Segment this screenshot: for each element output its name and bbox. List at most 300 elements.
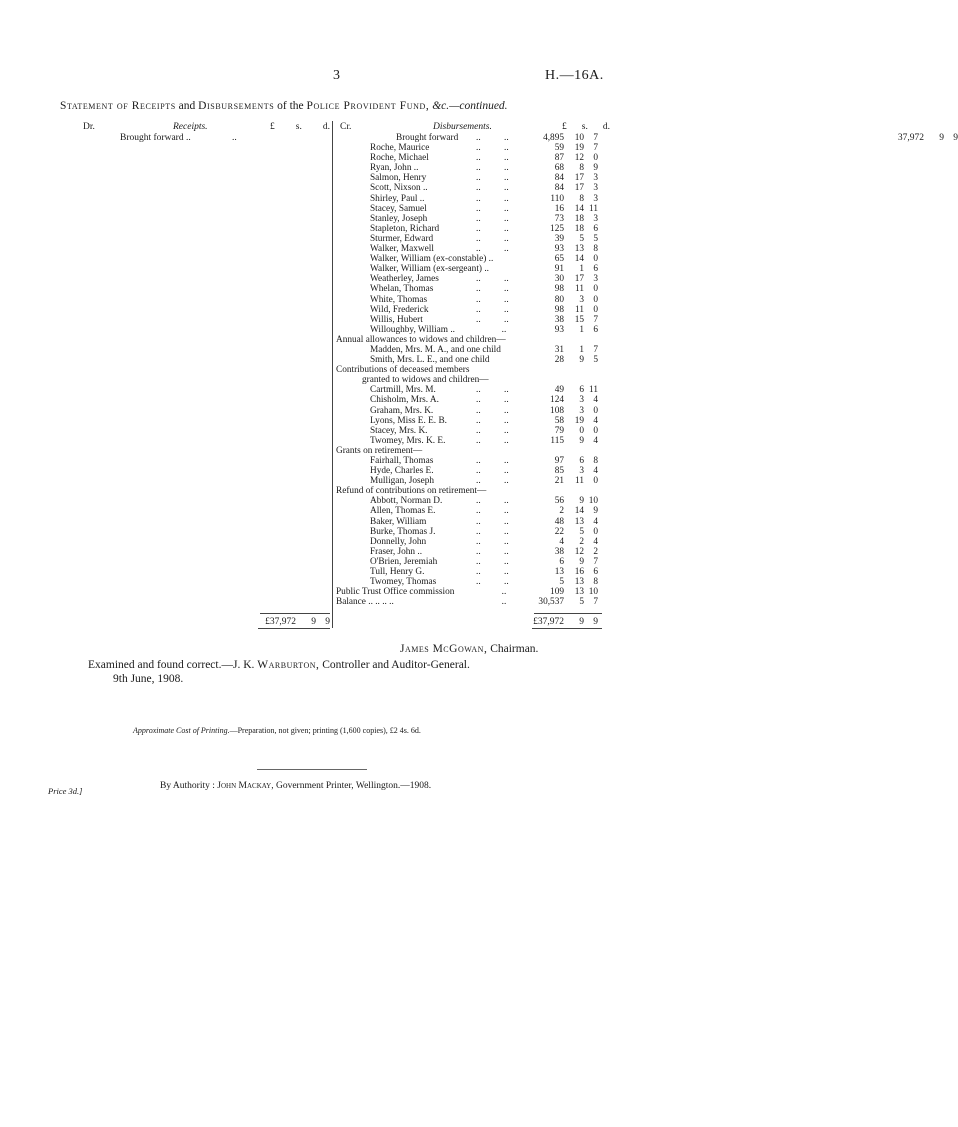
table-row [336,385,616,395]
row-amount [522,153,598,163]
table-row [336,527,616,537]
amount-shillings: 11 [575,284,584,295]
amount-shillings: 14 [574,506,584,517]
row-amount [522,436,598,446]
row-label: White, Thomas [370,294,428,305]
amount-pence: 4 [593,395,598,406]
amount-pounds: 37,972 [897,133,924,143]
leader-dot: .. [476,284,481,295]
amount-pence: 6 [593,324,598,335]
title-part: &c.—continued. [432,100,508,112]
dr-total-rule [260,613,330,614]
amount-pence: 11 [589,385,598,396]
row-amount [522,224,598,234]
amount-pounds: 13 [554,567,564,578]
leader-dot: .. [504,435,509,446]
row-amount [522,537,598,547]
row-label: Graham, Mrs. K. [370,405,434,416]
disbursements-heading: Disbursements. [433,122,492,132]
amount-pence: 0 [593,405,598,416]
table-row [336,183,616,193]
row-amount [522,466,598,476]
amount-pounds: 38 [554,546,564,557]
row-label: Stapleton, Richard [370,223,440,234]
amount-shillings: 17 [574,274,584,285]
amount-pence: 5 [593,233,598,244]
amount-pence: 9 [325,617,330,627]
leader-dot: .. [504,385,509,396]
col-shillings: s. [295,122,302,132]
amount-pence: 7 [593,597,598,608]
leader-dot: .. [476,294,481,305]
amount-pence: 7 [593,314,598,325]
amount-pence: 0 [593,425,598,436]
table-row [336,355,616,365]
table-row [336,143,616,153]
title-part: of the [277,100,304,112]
row-amount [522,557,598,567]
table-row [336,305,616,315]
amount-pence: 7 [593,344,598,355]
leader-dot: .. [504,213,509,224]
amount-pence: 7 [593,556,598,567]
leader-dot: .. [501,324,507,335]
amount-pounds: 97 [554,456,564,466]
amount-pounds: 58 [554,415,564,426]
amount-shillings: 13 [574,587,584,598]
row-label: Tull, Henry G. [370,567,425,578]
col-shillings: s. [581,122,588,132]
row-label: Brought forward [396,133,459,143]
table-row [336,234,616,244]
row-label: Twomey, Thomas [370,577,437,588]
amount-shillings: 14 [574,203,584,214]
leader-dot: .. [504,163,509,174]
amount-pounds: 91 [554,264,564,275]
row-label: Lyons, Miss E. E. B. [370,415,447,426]
leader-dot: .. [504,516,509,527]
leader-dot: .. [476,567,481,578]
leader-dot: .. [504,284,509,295]
row-amount [522,587,598,597]
amount-pounds: 65 [554,254,564,265]
row-amount [522,163,598,173]
leader-dot: .. [476,163,481,174]
leader-dot: .. [476,395,481,406]
row-label: Willis, Hubert [370,314,423,325]
cr-lsd-headers [562,122,610,132]
row-amount [522,254,598,264]
leader-dot: .. [504,294,509,305]
cr-total-underline [532,628,602,629]
amount-shillings: 12 [574,153,584,164]
leader-dot: .. [504,173,509,184]
row-amount [522,385,598,395]
row-amount [522,567,598,577]
leader-dot: .. [504,314,509,325]
row-amount [522,183,598,193]
amount-shillings: 16 [574,567,584,578]
row-amount [522,426,598,436]
table-row [336,325,616,335]
amount-pounds: 98 [554,304,564,315]
leader-dot: .. [504,395,509,406]
table-row [336,506,616,516]
leader-dot: .. [476,536,481,547]
table-row [336,426,616,436]
leader-dot: .. [501,597,507,608]
cr-total [522,617,598,627]
row-amount [522,204,598,214]
leader-dot: .. [476,304,481,315]
leader-dot: .. [476,496,481,507]
row-amount [522,295,598,305]
row-amount [522,244,598,254]
amount-shillings: 1 [579,324,584,335]
amount-shillings: 9 [939,133,944,143]
leader-dot: .. [476,244,481,255]
amount-shillings: 6 [579,456,584,466]
table-row [336,395,616,405]
table-row [336,345,616,355]
row-label: Shirley, Paul .. [370,193,425,204]
leader-dot: .. [476,183,481,194]
amount-shillings: 6 [579,385,584,396]
table-row [336,557,616,567]
amount-pounds: 38 [554,314,564,325]
amount-shillings: 3 [579,395,584,406]
table-row [336,284,616,294]
amount-pence: 10 [588,496,598,507]
row-amount [522,597,598,607]
amount-pence: 9 [593,617,598,627]
amount-pounds: 79 [554,425,564,436]
amount-pounds: 16 [554,203,564,214]
row-label: Walker, William (ex-sergeant) .. [370,264,489,275]
chairman-name: James McGowan, [400,643,488,655]
table-row [336,335,616,345]
amount-pounds: 39 [554,233,564,244]
row-label: Allen, Thomas E. [370,506,436,517]
page-number: 3 [333,68,340,83]
row-amount [522,315,598,325]
chairman-signature [400,643,538,655]
table-row [336,163,616,173]
row-amount [522,416,598,426]
amount-pence: 3 [593,193,598,204]
amount-pounds: 68 [554,163,564,174]
row-label: Whelan, Thomas [370,284,434,295]
row-label: Scott, Nixson .. [370,183,428,194]
leader-dot: .. [476,546,481,557]
amount-pence: 0 [593,153,598,164]
amount-pence: 0 [593,284,598,295]
amount-pounds: 115 [550,435,564,446]
amount-shillings: 18 [574,223,584,234]
leader-dot: .. [476,274,481,285]
amount-pounds: 30 [554,274,564,285]
leader-dot: .. [476,516,481,527]
leader-dot: .. [504,526,509,537]
amount-pounds: 22 [554,526,564,537]
document-reference: H.—16A. [545,68,604,83]
amount-pence: 0 [593,526,598,537]
divider-rule [257,769,367,770]
leader-dot: .. [504,536,509,547]
leader-dot: .. [476,425,481,436]
leader-dot: .. [476,133,481,143]
row-label: Contributions of deceased members [336,365,470,376]
amount-pence: 6 [593,264,598,275]
amount-pence: 4 [593,536,598,547]
amount-shillings: 0 [579,425,584,436]
row-label: Stacey, Mrs. K. [370,425,428,436]
amount-pence: 0 [593,476,598,487]
amount-shillings: 18 [574,213,584,224]
leader-dot: .. [504,274,509,285]
table-row [336,486,616,496]
amount-pence: 9 [953,133,958,143]
table-row [336,476,616,486]
row-label: Fraser, John .. [370,546,423,557]
amount-pence: 2 [593,546,598,557]
row-amount [522,173,598,183]
examined-prefix: Examined and found correct.—J. K. [88,659,255,671]
row-label: Fairhall, Thomas [370,456,434,466]
amount-pence: 4 [593,415,598,426]
table-row [336,597,616,607]
leader-dot: .. [504,476,509,487]
leader-dot: .. [504,415,509,426]
amount-pence: 0 [593,294,598,305]
amount-shillings: 8 [579,163,584,174]
label-text: Brought forward .. [120,133,191,143]
dr-lsd-headers [270,122,330,132]
amount-shillings: 5 [579,597,584,608]
leader-dot: .. [504,567,509,578]
row-label: Ryan, John .. [370,163,419,174]
leader-dot: .. [476,203,481,214]
amount-pence: 8 [593,577,598,588]
row-label: Stacey, Samuel [370,203,427,214]
leader-dot: .. [476,405,481,416]
leader-dot: .. [504,193,509,204]
amount-pounds: 48 [554,516,564,527]
auditor-name: Warburton, [257,659,320,671]
table-row [336,466,616,476]
row-label: Willoughby, William .. [370,324,455,335]
amount-pounds: 21 [554,476,564,487]
amount-shillings: 1 [579,344,584,355]
amount-shillings: 9 [311,617,316,627]
table-row [336,173,616,183]
table-row [336,517,616,527]
amount-shillings: 9 [579,355,584,366]
statement-title [60,100,508,112]
row-label: Donnelly, John [370,536,427,547]
authority-prefix: By Authority : [160,781,215,791]
row-amount [522,345,598,355]
leader-dot: .. [504,496,509,507]
amount-shillings: 10 [574,133,584,143]
table-row [336,567,616,577]
row-label: Refund of contributions on retirement— [336,486,487,497]
amount-pounds: 110 [550,193,564,204]
table-row [336,315,616,325]
row-label: Annual allowances to widows and children— [336,334,506,345]
row-label: Grants on retirement— [336,445,423,456]
examined-statement [88,659,470,671]
leader-dot: .. [476,456,481,466]
amount-pence: 6 [593,223,598,234]
amount-pounds: 87 [554,153,564,164]
amount-pounds: 84 [554,173,564,184]
amount-pounds: 49 [554,385,564,396]
column-divider [332,121,333,628]
leader-dot: .. [476,153,481,164]
amount-pounds: 84 [554,183,564,194]
row-label: Public Trust Office commission [336,587,455,598]
leader-dot: .. [476,385,481,396]
amount-shillings: 3 [579,466,584,477]
table-row [336,295,616,305]
table-row [336,456,616,466]
row-label: O'Brien, Jeremiah [370,556,438,567]
table-row [336,133,616,143]
leader-dot: .. [476,476,481,487]
leader-dot: .. [476,556,481,567]
col-pounds: £ [562,122,567,132]
row-amount [522,133,598,143]
row-amount [522,234,598,244]
amount-shillings: 3 [579,405,584,416]
col-pence: d. [602,122,610,132]
dr-total-underline [258,628,330,629]
title-part: Disbursements [198,100,275,112]
amount-shillings: 9 [579,496,584,507]
leader-dot: .. [504,577,509,588]
table-row [336,194,616,204]
row-label: Hyde, Charles E. [370,466,434,477]
printer-name: John Mackay, [217,781,274,791]
title-part: and [178,100,196,112]
table-row [336,446,616,456]
leader-dot: .. [476,415,481,426]
amount-pounds: 124 [550,395,564,406]
table-row [336,547,616,557]
table-row [336,153,616,163]
amount-shillings: 1 [579,264,584,275]
printer-rest: Government Printer, Wellington.—1908. [275,781,432,791]
row-amount [522,527,598,537]
row-amount [522,264,598,274]
amount-pence: 3 [593,213,598,224]
amount-pence: 0 [593,304,598,315]
table-row [336,436,616,446]
leader-dot: .. [504,203,509,214]
table-row [336,496,616,506]
row-label: Balance .. .. .. .. [336,597,394,608]
leader-dot: .. [504,233,509,244]
amount-shillings: 19 [574,415,584,426]
leader-dot: .. [476,506,481,517]
row-amount [522,496,598,506]
row-label: Walker, Maxwell [370,244,434,255]
price-note: Price 3d.] [48,786,83,796]
amount-pence: 0 [593,254,598,265]
amount-shillings: 17 [574,183,584,194]
table-row [336,416,616,426]
row-amount [522,577,598,587]
amount-shillings: 9 [579,556,584,567]
row-amount [522,406,598,416]
chairman-role: Chairman. [490,643,539,655]
amount-shillings: 15 [574,314,584,325]
amount-pounds: 2 [559,506,564,517]
col-pounds: £ [270,122,275,132]
row-amount [522,214,598,224]
leader-dot: .. [504,556,509,567]
row-amount [522,274,598,284]
amount-shillings: 13 [574,577,584,588]
amount-pence: 5 [593,355,598,366]
amount-pounds: 28 [554,355,564,366]
amount-pounds: 108 [550,405,564,416]
leader-dot: .. [504,405,509,416]
amount-pounds: 4,895 [543,133,564,143]
row-label: Roche, Michael [370,153,429,164]
amount-pounds: 59 [554,143,564,154]
row-label: Madden, Mrs. M. A., and one child [370,344,501,355]
amount-pounds: £37,972 [265,617,296,627]
amount-shillings: 12 [574,546,584,557]
amount-pounds: 56 [554,496,564,507]
leader-dot: .. [504,466,509,477]
row-label: Smith, Mrs. L. E., and one child [370,355,490,366]
amount-pence: 3 [593,274,598,285]
table-row [336,375,616,385]
amount-shillings: 14 [574,254,584,265]
row-amount [522,305,598,315]
row-label: Stanley, Joseph [370,213,428,224]
leader-dot: .. [476,233,481,244]
dr-label: Dr. [83,122,95,132]
amount-pence: 8 [593,244,598,255]
table-row [336,406,616,416]
leader-dot: .. [476,193,481,204]
amount-pounds: 85 [554,466,564,477]
amount-shillings: 9 [579,617,584,627]
amount-pence: 4 [593,435,598,446]
leader-dot: .. [476,143,481,154]
amount-pence: 8 [593,456,598,466]
amount-pounds: 73 [554,213,564,224]
leader-dot: .. [504,456,509,466]
signature-date: 9th June, 1908. [113,673,184,685]
leader-dot: .. [476,466,481,477]
amount-shillings: 9 [579,435,584,446]
leader-dots: .. [232,133,237,143]
table-row [336,214,616,224]
dr-brought-forward-label [120,133,237,143]
amount-pounds: 6 [559,556,564,567]
leader-dot: .. [504,425,509,436]
table-row [336,537,616,547]
leader-dot: .. [476,435,481,446]
amount-pounds: 80 [554,294,564,305]
row-label: Chisholm, Mrs. A. [370,395,439,406]
leader-dot: .. [504,143,509,154]
